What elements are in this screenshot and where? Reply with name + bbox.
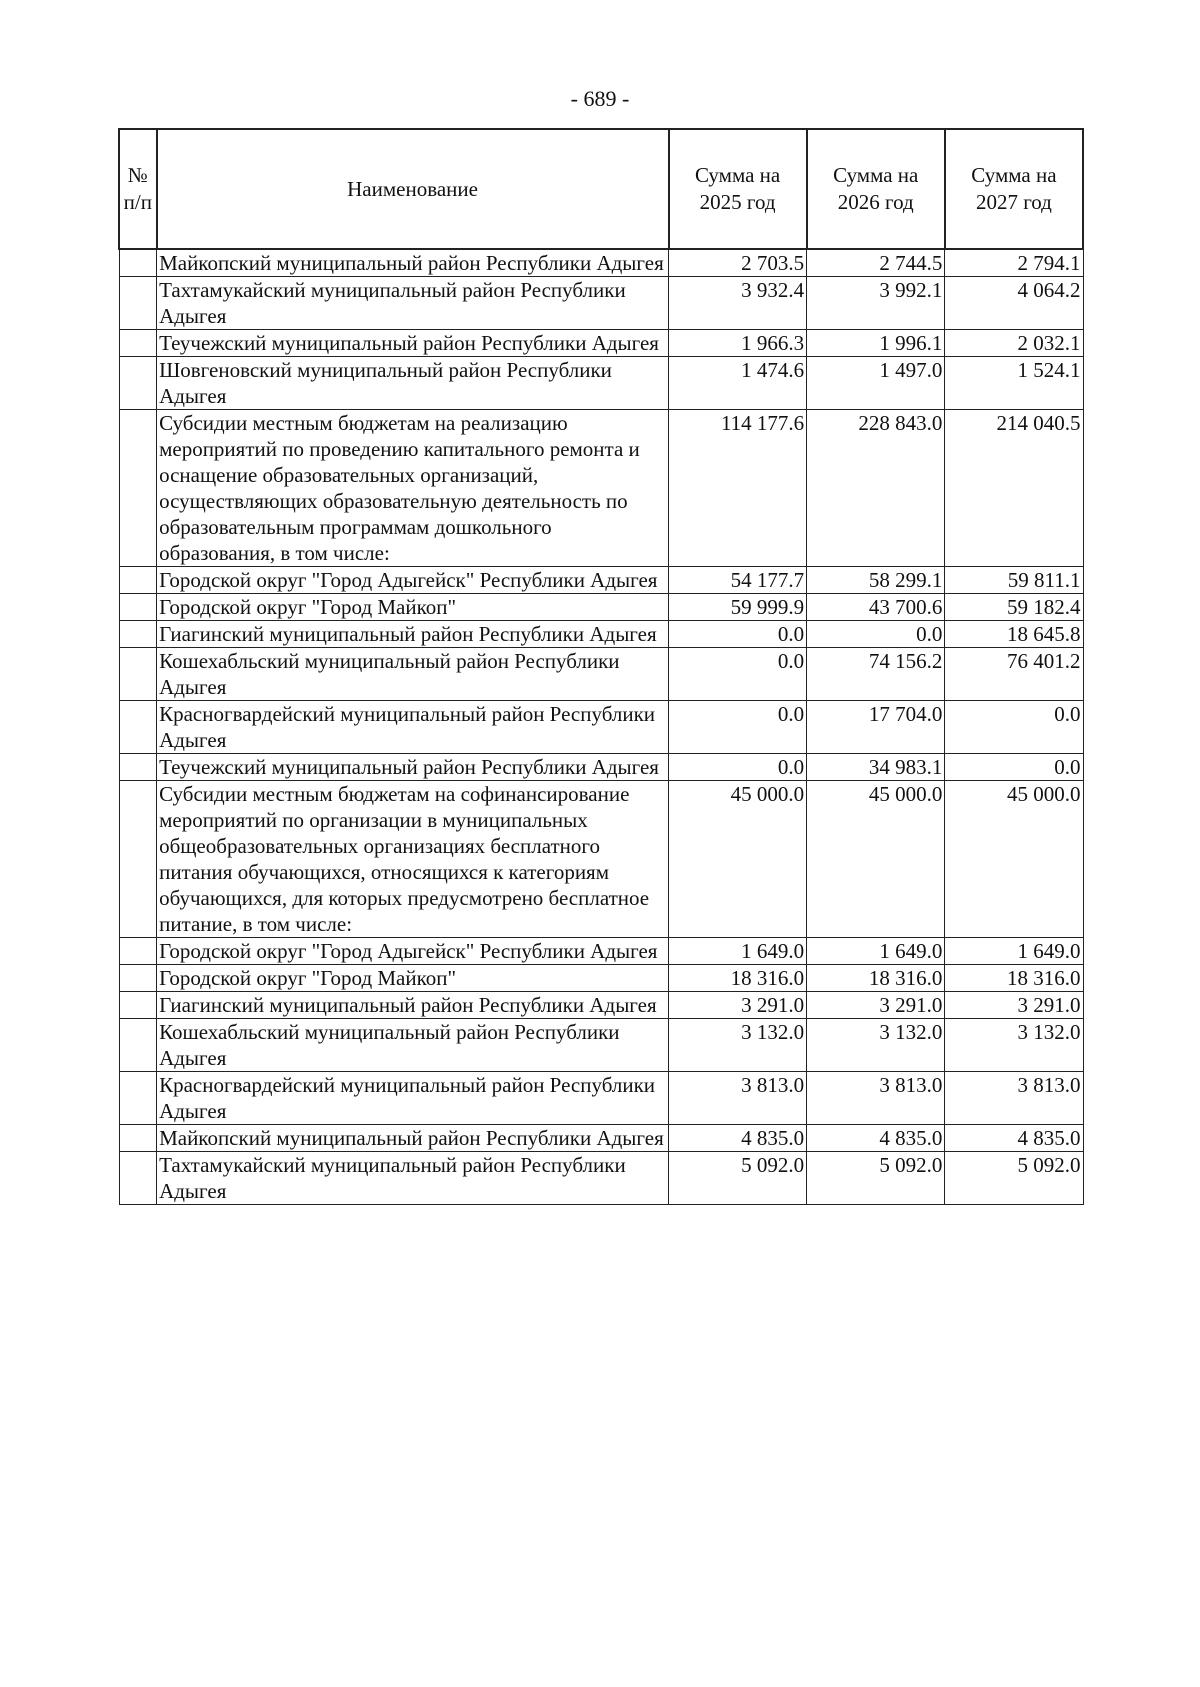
row-number-cell [119,1072,157,1125]
table-body [119,249,1083,1205]
sum-2027-cell: 45 000.0 [945,781,1083,938]
sum-2025-cell: 3 132.0 [669,1019,807,1072]
row-name-cell: Городской округ "Город Майкоп" [157,965,669,992]
sum-2027-cell: 0.0 [945,754,1083,781]
table-row [119,621,1083,648]
sum-2025-cell: 18 316.0 [669,965,807,992]
sum-2026-cell: 17 704.0 [807,701,945,754]
sum-2026-cell: 228 843.0 [807,410,945,567]
sum-2026-cell: 43 700.6 [807,594,945,621]
row-name-cell: Гиагинский муниципальный район Республики Адыгея [157,621,669,648]
row-number-cell [119,1152,157,1205]
header-row [119,129,1083,249]
sum-2027-cell: 76 401.2 [945,648,1083,701]
row-name-cell: Городской округ "Город Адыгейск" Республики Адыгея [157,938,669,965]
sum-2026-cell: 3 992.1 [807,277,945,330]
row-name-cell: Городской округ "Город Майкоп" [157,594,669,621]
header-sum-2025: Сумма на 2025 год [669,129,807,249]
sum-2026-cell: 1 996.1 [807,330,945,357]
row-name-cell: Красногвардейский муниципальный район Республики Адыгея [157,1072,669,1125]
header-sum-2026: Сумма на 2026 год [807,129,945,249]
header-sum-2027: Сумма на 2027 год [945,129,1083,249]
table-header [119,129,1083,249]
table-row [119,938,1083,965]
table-row [119,965,1083,992]
row-name-cell: Майкопский муниципальный район Республики Адыгея [157,249,669,277]
sum-2027-cell: 3 813.0 [945,1072,1083,1125]
sum-2027-cell: 2 032.1 [945,330,1083,357]
sum-2026-cell: 58 299.1 [807,567,945,594]
sum-2027-cell: 18 645.8 [945,621,1083,648]
row-number-cell [119,965,157,992]
sum-2027-cell: 1 524.1 [945,357,1083,410]
row-name-cell: Городской округ "Город Адыгейск" Республики Адыгея [157,567,669,594]
row-number-cell [119,249,157,277]
sum-2027-cell: 3 132.0 [945,1019,1083,1072]
table-row [119,754,1083,781]
row-number-cell [119,648,157,701]
row-number-cell [119,410,157,567]
row-name-cell: Тахтамукайский муниципальный район Республики Адыгея [157,1152,669,1205]
row-number-cell [119,701,157,754]
sum-2027-cell: 4 064.2 [945,277,1083,330]
row-number-cell [119,277,157,330]
table-row [119,1152,1083,1205]
row-name-cell: Красногвардейский муниципальный район Республики Адыгея [157,701,669,754]
row-name-cell: Теучежский муниципальный район Республики Адыгея [157,754,669,781]
sum-2026-cell: 3 813.0 [807,1072,945,1125]
sum-2027-cell: 59 182.4 [945,594,1083,621]
sum-2025-cell: 0.0 [669,621,807,648]
table-row [119,567,1083,594]
sum-2025-cell: 3 932.4 [669,277,807,330]
sum-2025-cell: 54 177.7 [669,567,807,594]
sum-2027-cell: 5 092.0 [945,1152,1083,1205]
sum-2025-cell: 1 474.6 [669,357,807,410]
header-name: Наименование [157,129,669,249]
sum-2026-cell: 45 000.0 [807,781,945,938]
row-name-cell: Гиагинский муниципальный район Республики Адыгея [157,992,669,1019]
table-row [119,249,1083,277]
sum-2026-cell: 18 316.0 [807,965,945,992]
table-row [119,648,1083,701]
sum-2025-cell: 1 649.0 [669,938,807,965]
header-number: № п/п [119,129,157,249]
row-number-cell [119,1125,157,1152]
row-number-cell [119,621,157,648]
sum-2026-cell: 74 156.2 [807,648,945,701]
sum-2026-cell: 34 983.1 [807,754,945,781]
sum-2026-cell: 3 291.0 [807,992,945,1019]
sum-2027-cell: 1 649.0 [945,938,1083,965]
sum-2027-cell: 4 835.0 [945,1125,1083,1152]
sum-2026-cell: 1 649.0 [807,938,945,965]
row-name-cell: Кошехабльский муниципальный район Республики Адыгея [157,1019,669,1072]
sum-2027-cell: 59 811.1 [945,567,1083,594]
sum-2025-cell: 4 835.0 [669,1125,807,1152]
sum-2025-cell: 0.0 [669,754,807,781]
table-row [119,1072,1083,1125]
sum-2026-cell: 4 835.0 [807,1125,945,1152]
sum-2027-cell: 18 316.0 [945,965,1083,992]
sum-2026-cell: 0.0 [807,621,945,648]
sum-2027-cell: 214 040.5 [945,410,1083,567]
row-number-cell [119,357,157,410]
sum-2026-cell: 5 092.0 [807,1152,945,1205]
sum-2026-cell: 1 497.0 [807,357,945,410]
sum-2027-cell: 0.0 [945,701,1083,754]
row-name-cell: Субсидии местным бюджетам на реализацию мероприятий по проведению капитального ремонта и оснащение образовательных организаций, осуществляющих образовательную деятельность по образовательным программам дошкольного образования, в том числе: [157,410,669,567]
row-name-cell: Майкопский муниципальный район Республики Адыгея [157,1125,669,1152]
budget-table [118,128,1084,1205]
row-name-cell: Тахтамукайский муниципальный район Республики Адыгея [157,277,669,330]
table-row [119,992,1083,1019]
sum-2026-cell: 3 132.0 [807,1019,945,1072]
row-number-cell [119,330,157,357]
sum-2025-cell: 5 092.0 [669,1152,807,1205]
row-name-cell: Шовгеновский муниципальный район Республики Адыгея [157,357,669,410]
sum-2025-cell: 1 966.3 [669,330,807,357]
sum-2025-cell: 59 999.9 [669,594,807,621]
table-row [119,701,1083,754]
row-number-cell [119,938,157,965]
row-number-cell [119,1019,157,1072]
table-row [119,781,1083,938]
row-name-cell: Кошехабльский муниципальный район Республики Адыгея [157,648,669,701]
sum-2025-cell: 3 291.0 [669,992,807,1019]
table-row [119,357,1083,410]
sum-2025-cell: 45 000.0 [669,781,807,938]
row-number-cell [119,781,157,938]
table-row [119,594,1083,621]
sum-2025-cell: 0.0 [669,648,807,701]
sum-2025-cell: 114 177.6 [669,410,807,567]
table-row [119,410,1083,567]
sum-2026-cell: 2 744.5 [807,249,945,277]
sum-2025-cell: 0.0 [669,701,807,754]
row-number-cell [119,754,157,781]
table-row [119,330,1083,357]
sum-2027-cell: 2 794.1 [945,249,1083,277]
sum-2027-cell: 3 291.0 [945,992,1083,1019]
sum-2025-cell: 2 703.5 [669,249,807,277]
row-number-cell [119,594,157,621]
row-number-cell [119,992,157,1019]
table-row [119,1019,1083,1072]
row-name-cell: Субсидии местным бюджетам на софинансирование мероприятий по организации в муниципальных общеобразовательных организациях бесплатного питания обучающихся, относящихся к категориям обучающихся, для которых предусмотрено бесплатное питание, в том числе: [157,781,669,938]
page-number: - 689 - [570,86,630,111]
sum-2025-cell: 3 813.0 [669,1072,807,1125]
table-row [119,277,1083,330]
row-name-cell: Теучежский муниципальный район Республики Адыгея [157,330,669,357]
table-row [119,1125,1083,1152]
row-number-cell [119,567,157,594]
